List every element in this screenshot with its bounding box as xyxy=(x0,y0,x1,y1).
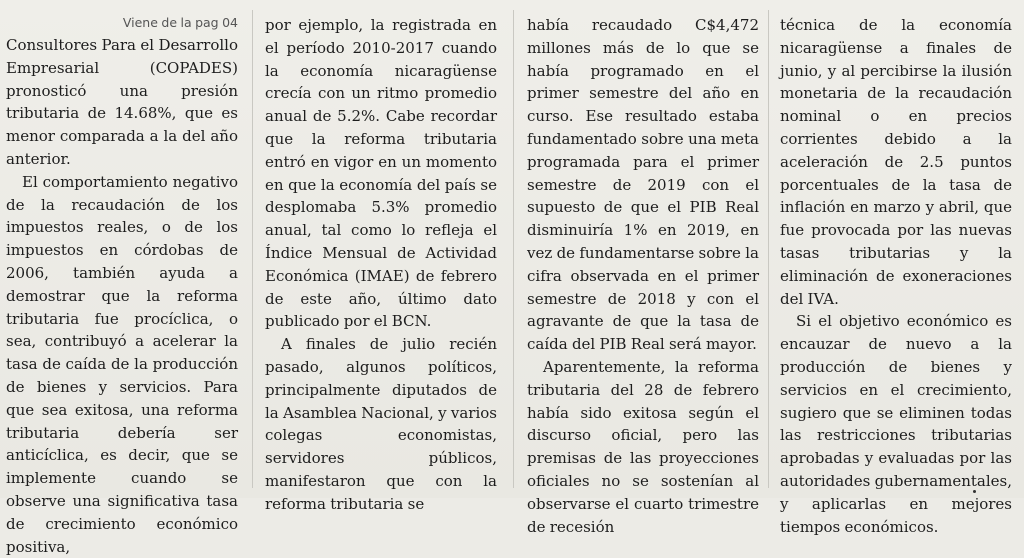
paragraph: A finales de julio recién pasado, algunos políticos, principalmente diputados de la Asamblea Nacional, y varios colegas economistas, servidores públicos, manifestaron que con la reforma tributaria se xyxy=(265,335,497,513)
print-speck xyxy=(973,490,976,493)
paragraph: Si el objetivo económico es encauzar de nuevo a la producción de bienes y servicios en el crecimiento, sugiero que se eliminen todas las restricciones tributarias aprobadas y evaluadas por las autoridades gubernamentales, y aplicarlas en mejores tiempos económicos. xyxy=(780,312,1013,536)
continued-from-label: Viene de la pag 04 xyxy=(122,15,238,30)
column-divider xyxy=(768,10,769,488)
column-divider xyxy=(252,10,253,488)
paragraph: había recaudado C$4,472 millones más de lo que se había programado en el primer semestre del año en curso. Ese resultado estaba fundamentado sobre una meta programada para el primer semestre de 2019 con el supuesto de que el PIB Real disminuiría 1% en 2019, en vez de fundamentarse sobre la cifra observada en el primer semestre de 2018 y con el agravante de que la tasa de caída del PIB Real será mayor. xyxy=(527,16,759,354)
paragraph: Consultores Para el Desarrollo Empresarial (COPADES) pronosticó una presión tributaria de 14.68%, que es menor comparada a la del año anterior. xyxy=(6,36,238,168)
paragraph: por ejemplo, la registrada en el período 2010-2017 cuando la economía nicaragüense crecía con un ritmo promedio anual de 5.2%. Cabe recordar que la reforma tributaria entró en vigor en un momento en que la economía del país se desplomaba 5.3% promedio anual, tal como lo refleja el Índice Mensual de Actividad Económica (IMAE) de febrero de este año, último dato publicado por el BCN. xyxy=(265,16,497,331)
column-divider xyxy=(513,10,514,488)
article-column-2 xyxy=(265,14,497,516)
article-column-3 xyxy=(527,14,759,538)
article-column-4 xyxy=(780,14,1012,538)
paragraph: Aparentemente, la reforma tributaria del 28 de febrero había sido exitosa según el discurso oficial, pero las premisas de las proyecciones oficiales no se sostenían al observarse el cuarto trimestre de recesión xyxy=(527,357,759,536)
paragraph: El comportamiento negativo de la recaudación de los impuestos reales, o de los impuestos en córdobas de 2006, también ayuda a demostrar que la reforma tributaria fue procíclica, o sea, contribuyó a acelerar la tasa de caída de la producción de bienes y servicios. Para que sea exitosa, una reforma tributaria debería ser anticíclica, es decir, que se implemente cuando se observe una significativa tasa de crecimiento económico positiva, xyxy=(6,172,238,556)
article-column-1 xyxy=(6,14,238,558)
paragraph: técnica de la economía nicaragüense a finales de junio, y al percibirse la ilusión monetaria de la recaudación nominal o en precios corrientes debido a la aceleración de 2.5 puntos porcentuales de la tasa de inflación en marzo y abril, que fue provocada por las nuevas tasas tributarias y la eliminación de exoneraciones del IVA. xyxy=(780,16,1012,308)
